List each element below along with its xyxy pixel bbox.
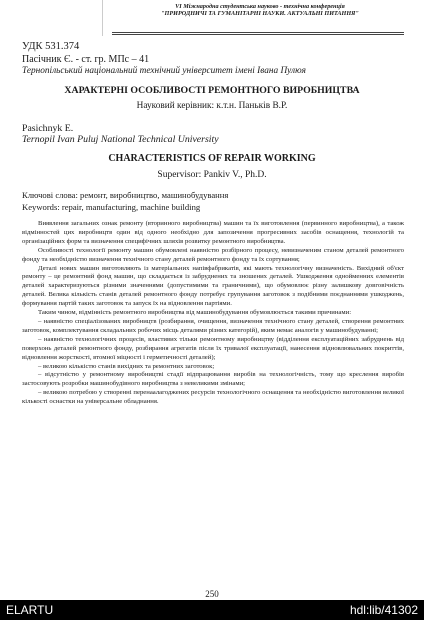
paragraph: Деталі нових машин виготовляють із матеріальних напівфабрикатів, які мають технологічну визначеність. Вихідний об'єкт ремонту – це ремонтний фонд машин, що складається із забруднених та зношених деталей. Ушкодження однойменних елементів деталей характеризуються різними значеннями (допустимими та граничними), що обумовлює різну залишкову довговічність деталей. Велика кількість станів деталей ремонтного фонду потребує групування заготовок з подібними поєднаннями ушкоджень, формування партій таких заготовок та запуск їх на відновлення партіями. — [22, 264, 404, 308]
university-ua: Тернопільський національний технічний університет імені Івана Пулюя — [22, 66, 306, 76]
repository-footer — [0, 600, 424, 620]
body-text — [22, 220, 404, 407]
udk-code: УДК 531.374 — [22, 41, 80, 52]
supervisor-ua: Науковий керівник: к.т.н. Паньків В.Р. — [136, 101, 288, 111]
author-en: Pasichnyk E. — [22, 123, 74, 134]
conference-logo — [22, 0, 103, 36]
paragraph: – наявністю спеціалізованих виробництв (розбирання, очищення, визначення технічного стану деталей, створення ремонтних заготовок, комплектування складальних робочих місць деталями різних категорій), яким немає аналогів у машинобудуванні; — [22, 317, 404, 334]
footer-left-label: ELARTU — [6, 603, 54, 617]
keywords-ua: Ключові слова: ремонт, виробництво, машинобудування — [22, 190, 229, 200]
footer-handle[interactable]: hdl:lib/41302 — [349, 603, 418, 617]
conference-line-2: "ПРИРОДНИЧІ ТА ГУМАНІТАРНІ НАУКИ. АКТУАЛЬНІ ПИТАННЯ" — [161, 10, 359, 17]
title-ua: ХАРАКТЕРНІ ОСОБЛИВОСТІ РЕМОНТНОГО ВИРОБНИЦТВА — [64, 85, 360, 96]
university-en: Ternopil Ivan Puluj National Technical University — [22, 134, 219, 145]
paragraph: – великою потребою у створенні перенаалагоджених ресурсів технологічного оснащення та необхідністю виготовлення великої кількості оснастки на універсальне обладнання. — [22, 389, 404, 406]
author-ua: Пасічник Є. - ст. гр. МПс – 41 — [22, 54, 150, 65]
paragraph: Таким чином, відмінність ремонтного виробництва від машинобудування обумовлюється такими причинами: — [38, 309, 352, 317]
paragraph: – наявністю технологічних процесів, властивих тільки ремонтному виробництву (відділення експлуатаційних забруднень від поверхонь деталей ремонтного фонду, розбирання агрегатів після їх тривалої експлуатації, нанесення відновлювальних покриттів, відновлення жорсткості, втомної міцності і герметичності деталей); — [22, 335, 404, 361]
conference-line-1: VI Міжнародна студентська науково - технічна конференція — [175, 3, 345, 10]
supervisor-en: Supervisor: Pankiv V., Ph.D. — [157, 170, 267, 180]
page-number: 250 — [205, 589, 219, 599]
header-rule — [112, 32, 404, 35]
paragraph: – відсутністю у ремонтному виробництві стадії відпрацювання виробів на технологічність, тому що креслення виробів застосовують розробки машинобудівного виробництва з невеликими змінами; — [22, 371, 404, 388]
paragraph: – великою кількістю станів вихідних та ремонтних заготовок; — [38, 362, 215, 370]
keywords-en: Keywords: repair, manufacturing, machine building — [22, 202, 201, 212]
paragraph: Особливості технології ремонту машин обумовлені наявністю розбірного процесу, невизначеним станом деталей ремонтного фонду та необхідністю визначення технічного стану деталей ремонтного фонду та їх сортування; — [22, 246, 404, 263]
conference-header — [110, 3, 410, 17]
paragraph: Виявлення загальних ознак ремонту (вторинного виробництва) машин та їх виготовлення (первинного виробництва), а також відмінностей цих виробництв один від одного необхідно для запозичення прогресивних засобів оснащення, технологій та організаційних форм та визначення специфічних шляхів розвитку ремонтного виробництва. — [22, 220, 404, 245]
title-en: CHARACTERISTICS OF REPAIR WORKING — [108, 153, 316, 164]
